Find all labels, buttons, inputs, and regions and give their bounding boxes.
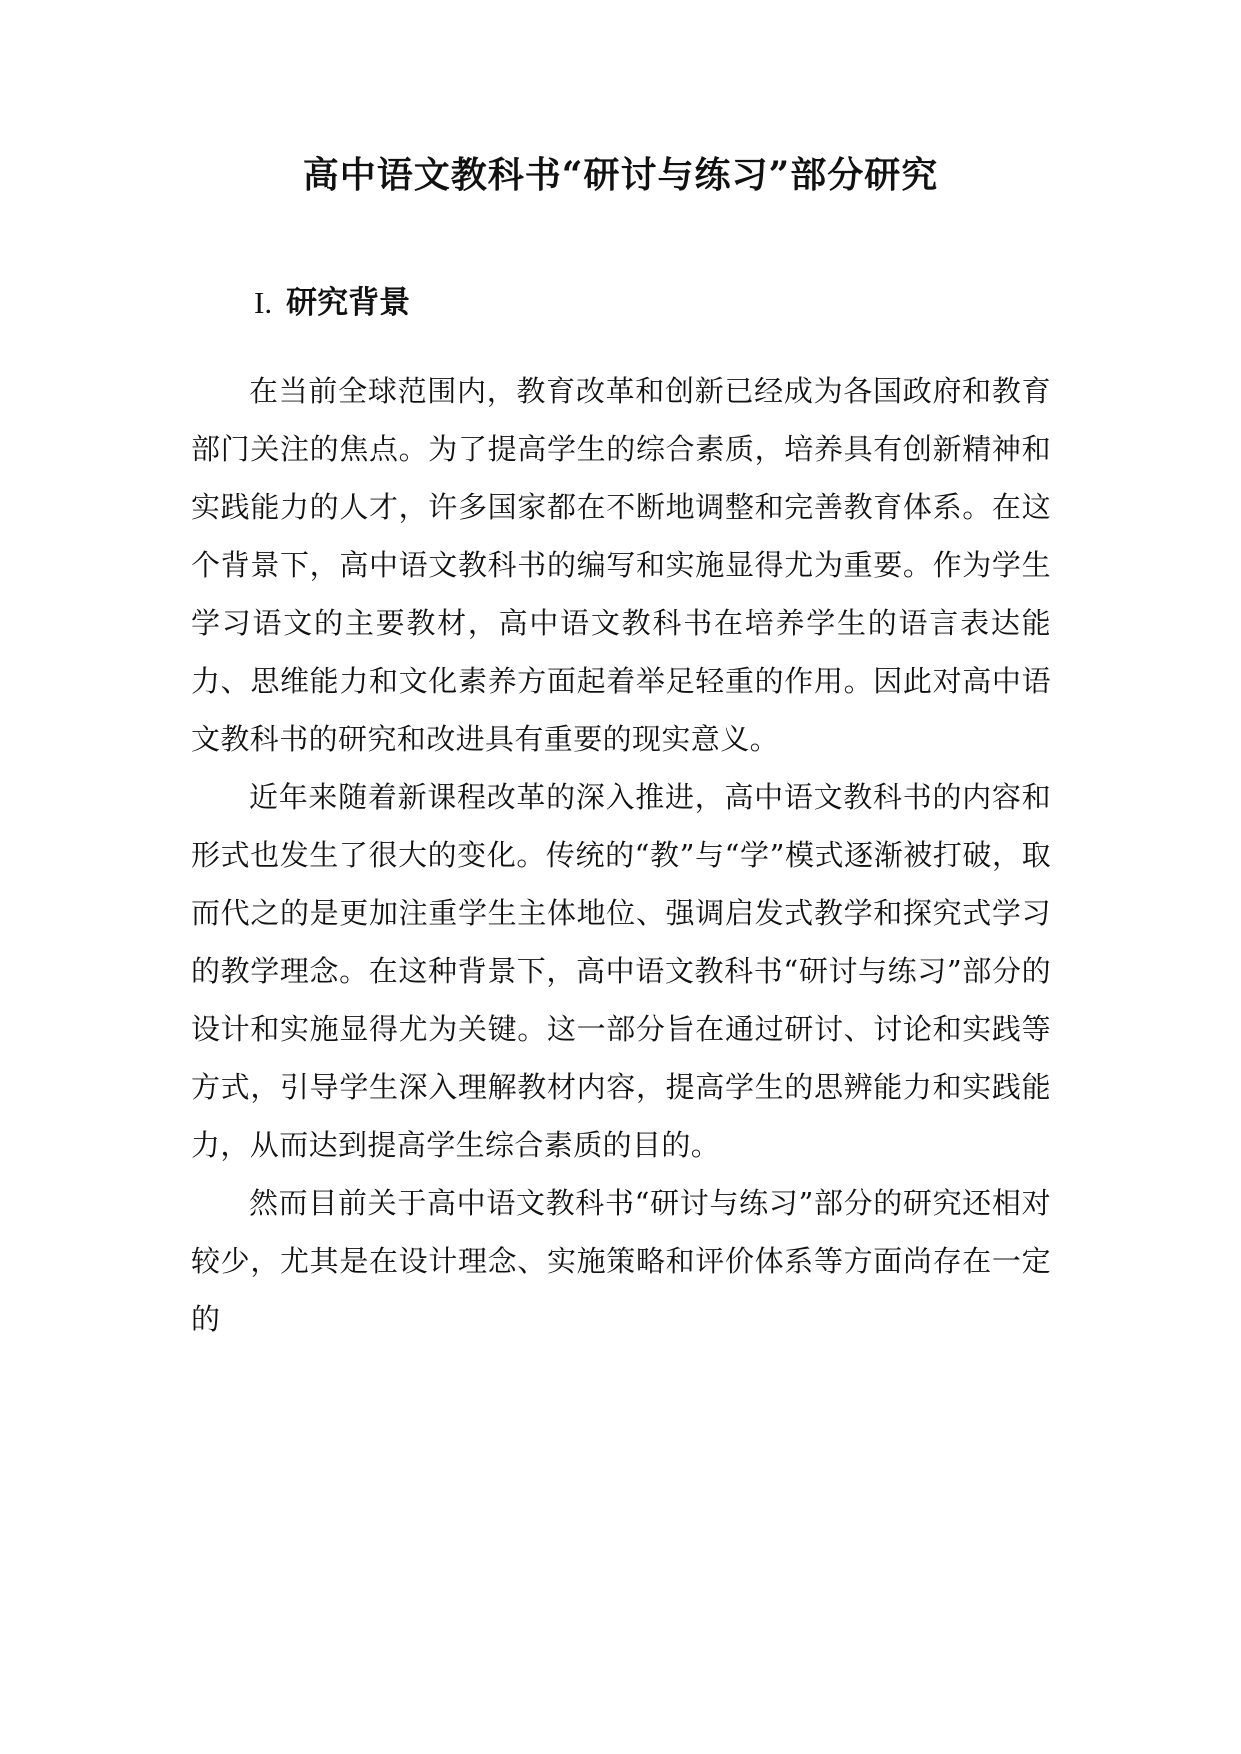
- document-body: [191, 362, 1051, 1348]
- section-number: I.: [254, 285, 273, 320]
- document-title: 高中语文教科书“研讨与练习”部分研究: [302, 154, 939, 196]
- paragraph: 然而目前关于高中语文教科书“研讨与练习”部分的研究还相对较少，尤其是在设计理念、实施策略和评价体系等方面尚存在一定的: [191, 1186, 1051, 1336]
- section-heading-text: 研究背景: [286, 285, 411, 321]
- section-heading: [254, 280, 410, 326]
- paragraph: 近年来随着新课程改革的深入推进，高中语文教科书的内容和形式也发生了很大的变化。传统的“教”与“学”模式逐渐被打破，取而代之的是更加注重学生主体地位、强调启发式教学和探究式学习的教学理念。在这种背景下，高中语文教科书“研讨与练习”部分的设计和实施显得尤为关键。这一部分旨在通过研讨、讨论和实践等方式，引导学生深入理解教材内容，提高学生的思辨能力和实践能力，从而达到提高学生综合素质的目的。: [191, 780, 1051, 1162]
- paragraph: 在当前全球范围内，教育改革和创新已经成为各国政府和教育部门关注的焦点。为了提高学生的综合素质，培养具有创新精神和实践能力的人才，许多国家都在不断地调整和完善教育体系。在这个背景下，高中语文教科书的编写和实施显得尤为重要。作为学生学习语文的主要教材，高中语文教科书在培养学生的语言表达能力、思维能力和文化素养方面起着举足轻重的作用。因此对高中语文教科书的研究和改进具有重要的现实意义。: [191, 374, 1051, 756]
